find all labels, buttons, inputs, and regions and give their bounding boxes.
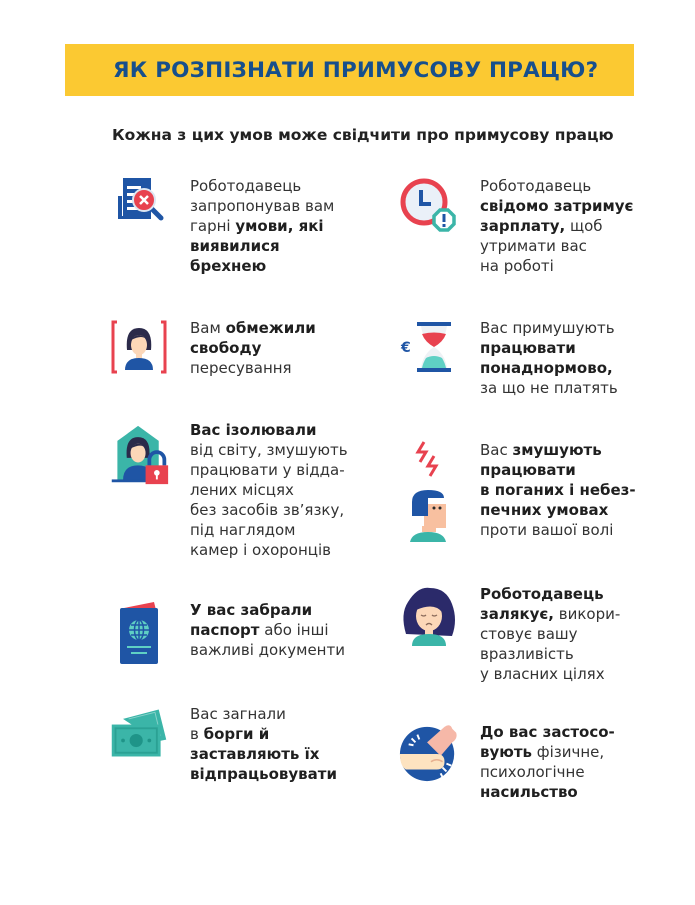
sign-text: Вас примушують працювати понаднормово, за що не платять — [480, 319, 618, 397]
hourglass-euro-icon — [398, 318, 460, 376]
sign-passport-taken — [108, 600, 345, 666]
sign-text: Роботодавець запропонував вам гарні умови, які виявилися брехнею — [190, 177, 335, 275]
sign-text: Вас ізолювали від світу, змушують працювати у відда- лених місцях без засобів зв’язку, під наглядом камер і охоронців — [190, 421, 348, 559]
stressed-worker-icon — [398, 440, 460, 544]
document-fraud-icon — [108, 176, 170, 232]
sign-text: Вас змушують працювати в поганих і небез- печних умовах проти вашої волі — [480, 441, 636, 539]
sign-text: Вам обмежили свободу пересування — [190, 319, 316, 377]
page-title: ЯК РОЗПІЗНАТИ ПРИМУСОВУ ПРАЦЮ? — [113, 57, 599, 83]
sign-text: Роботодавець залякує, викори- стовує вашу вразливість у власних цілях — [480, 585, 621, 683]
svg-text:€: € — [401, 340, 411, 356]
title-banner — [65, 44, 634, 96]
sign-false-promises — [108, 176, 334, 276]
clock-warning-icon — [398, 176, 460, 240]
sign-text: Роботодавець свідомо затримує зарплату, щоб утримати вас на роботі — [480, 177, 634, 275]
sign-text: До вас застосо- вують фізичне, психологічне насильство — [480, 723, 615, 801]
isolated-house-lock-icon — [108, 420, 170, 490]
sign-withheld-salary — [398, 176, 633, 276]
sign-text: Вас загнали в борги й заставляють їх відпрацьовувати — [190, 705, 337, 783]
page-subtitle: Кожна з цих умов може свідчити про примусову працю — [112, 126, 614, 144]
restricted-person-icon — [108, 318, 170, 376]
sign-unpaid-overtime — [398, 318, 618, 398]
sign-text: У вас забрали паспорт або інші важливі документи — [190, 601, 345, 659]
intimidated-woman-icon — [398, 584, 460, 646]
passport-icon — [108, 600, 170, 666]
sign-restricted-movement — [108, 318, 316, 378]
sign-debt-bondage — [108, 704, 337, 784]
sign-intimidation — [398, 584, 620, 684]
violence-hands-icon — [398, 722, 460, 784]
money-debt-icon — [108, 704, 170, 762]
sign-dangerous-conditions — [398, 440, 636, 544]
sign-violence — [398, 722, 615, 802]
sign-isolation — [108, 420, 348, 560]
